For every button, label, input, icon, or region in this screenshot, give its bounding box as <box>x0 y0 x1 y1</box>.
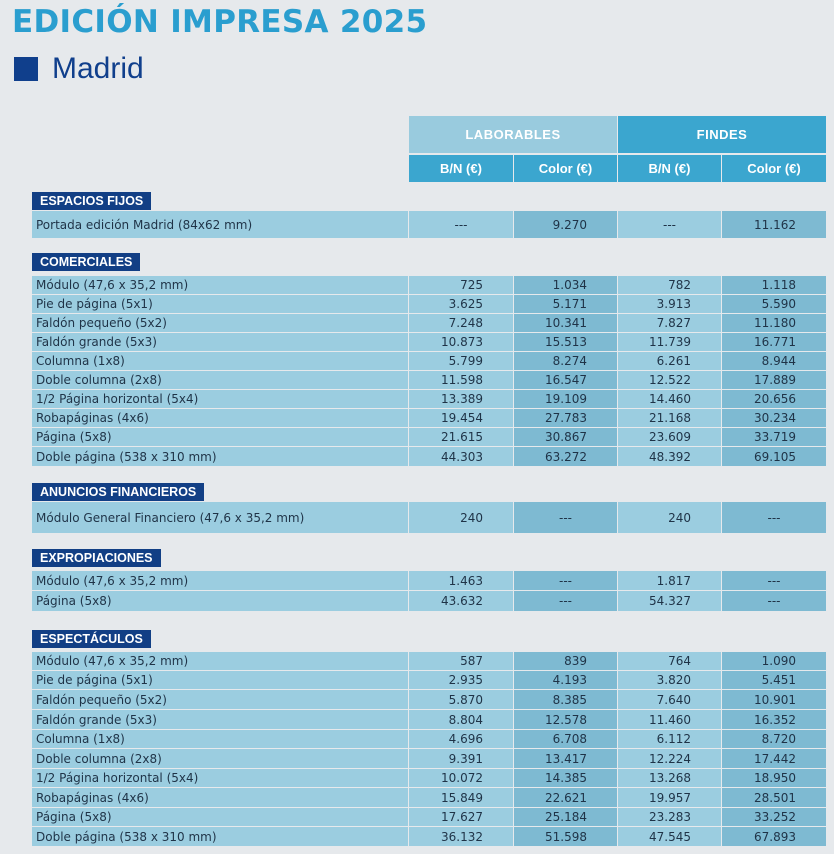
table-row <box>32 333 826 351</box>
cell-laborables-bn: 17.627 <box>409 808 513 826</box>
row-label: Portada edición Madrid (84x62 mm) <box>32 211 408 238</box>
cell-laborables-color: 25.184 <box>514 808 617 826</box>
cell-findes-color: 20.656 <box>722 390 826 408</box>
subheader-laborables-color: Color (€) <box>514 155 617 182</box>
cell-laborables-color: 22.621 <box>514 788 617 807</box>
cell-findes-bn: 7.827 <box>618 314 721 332</box>
cell-findes-bn: 54.327 <box>618 591 721 611</box>
row-label: Columna (1x8) <box>32 352 408 370</box>
row-label: Faldón grande (5x3) <box>32 710 408 729</box>
cell-findes-bn: 3.820 <box>618 671 721 689</box>
row-label: Doble página (538 x 310 mm) <box>32 447 408 466</box>
cell-laborables-color: 12.578 <box>514 710 617 729</box>
table-row <box>32 276 826 294</box>
table-row <box>32 690 826 709</box>
table-row <box>32 749 826 768</box>
cell-laborables-bn: 725 <box>409 276 513 294</box>
subheader-findes-color: Color (€) <box>722 155 826 182</box>
cell-laborables-color: 51.598 <box>514 827 617 846</box>
row-label: Faldón pequeño (5x2) <box>32 314 408 332</box>
cell-laborables-color: 4.193 <box>514 671 617 689</box>
cell-laborables-bn: 15.849 <box>409 788 513 807</box>
cell-laborables-bn: 19.454 <box>409 409 513 427</box>
row-label: Pie de página (5x1) <box>32 671 408 689</box>
row-label: Faldón grande (5x3) <box>32 333 408 351</box>
cell-findes-bn: 19.957 <box>618 788 721 807</box>
cell-findes-bn: 764 <box>618 652 721 670</box>
cell-laborables-bn: 240 <box>409 502 513 533</box>
cell-findes-color: 28.501 <box>722 788 826 807</box>
cell-findes-color: 10.901 <box>722 690 826 709</box>
cell-laborables-bn: 5.799 <box>409 352 513 370</box>
cell-laborables-color: 63.272 <box>514 447 617 466</box>
cell-laborables-bn: 1.463 <box>409 571 513 590</box>
cell-findes-bn: 782 <box>618 276 721 294</box>
cell-laborables-bn: 7.248 <box>409 314 513 332</box>
cell-findes-bn: 240 <box>618 502 721 533</box>
cell-laborables-color: 19.109 <box>514 390 617 408</box>
cell-laborables-color: 8.274 <box>514 352 617 370</box>
cell-laborables-bn: 44.303 <box>409 447 513 466</box>
cell-findes-color: 8.944 <box>722 352 826 370</box>
cell-laborables-color: 9.270 <box>514 211 617 238</box>
section-label-espacios-fijos: ESPACIOS FIJOS <box>32 192 151 210</box>
row-label: 1/2 Página horizontal (5x4) <box>32 390 408 408</box>
cell-laborables-bn: 13.389 <box>409 390 513 408</box>
row-label: Módulo (47,6 x 35,2 mm) <box>32 652 408 670</box>
cell-findes-bn: 7.640 <box>618 690 721 709</box>
section-label-expropiaciones: EXPROPIACIONES <box>32 549 161 567</box>
cell-findes-color: --- <box>722 591 826 611</box>
row-label: Columna (1x8) <box>32 730 408 748</box>
table-row <box>32 769 826 787</box>
cell-laborables-color: 15.513 <box>514 333 617 351</box>
row-label: Pie de página (5x1) <box>32 295 408 313</box>
cell-findes-bn: 14.460 <box>618 390 721 408</box>
cell-laborables-color: 27.783 <box>514 409 617 427</box>
table-row <box>32 390 826 408</box>
page-title: EDICIÓN IMPRESA 2025 <box>12 4 428 40</box>
table-row <box>32 571 826 590</box>
cell-laborables-color: --- <box>514 571 617 590</box>
subheader-findes-bn: B/N (€) <box>618 155 721 182</box>
cell-laborables-color: 1.034 <box>514 276 617 294</box>
cell-findes-bn: 3.913 <box>618 295 721 313</box>
cell-findes-bn: 6.261 <box>618 352 721 370</box>
cell-findes-color: --- <box>722 571 826 590</box>
cell-laborables-bn: 2.935 <box>409 671 513 689</box>
row-label: Página (5x8) <box>32 428 408 446</box>
cell-findes-color: 11.180 <box>722 314 826 332</box>
cell-findes-bn: 47.545 <box>618 827 721 846</box>
cell-findes-color: 17.889 <box>722 371 826 389</box>
row-label: Módulo General Financiero (47,6 x 35,2 mm) <box>32 502 408 533</box>
row-label: Doble columna (2x8) <box>32 371 408 389</box>
cell-findes-color: 5.451 <box>722 671 826 689</box>
cell-laborables-bn: 10.873 <box>409 333 513 351</box>
cell-findes-bn: 11.460 <box>618 710 721 729</box>
cell-laborables-bn: 11.598 <box>409 371 513 389</box>
row-label: Robapáginas (4x6) <box>32 409 408 427</box>
table-row <box>32 428 826 446</box>
cell-findes-color: 33.252 <box>722 808 826 826</box>
cell-laborables-color: 8.385 <box>514 690 617 709</box>
header-laborables: LABORABLES <box>409 116 617 153</box>
cell-findes-bn: --- <box>618 211 721 238</box>
table-row <box>32 827 826 846</box>
cell-laborables-bn: 3.625 <box>409 295 513 313</box>
table-row <box>32 502 826 533</box>
cell-laborables-color: 839 <box>514 652 617 670</box>
table-row <box>32 211 826 238</box>
cell-laborables-bn: 9.391 <box>409 749 513 768</box>
table-row <box>32 671 826 689</box>
cell-laborables-color: 14.385 <box>514 769 617 787</box>
city-heading <box>14 52 144 86</box>
cell-laborables-bn: 5.870 <box>409 690 513 709</box>
cell-laborables-bn: 36.132 <box>409 827 513 846</box>
cell-laborables-bn: --- <box>409 211 513 238</box>
cell-findes-bn: 48.392 <box>618 447 721 466</box>
section-label-anuncios-financieros: ANUNCIOS FINANCIEROS <box>32 483 204 501</box>
table-row <box>32 295 826 313</box>
cell-findes-color: 18.950 <box>722 769 826 787</box>
cell-laborables-bn: 4.696 <box>409 730 513 748</box>
cell-laborables-color: --- <box>514 591 617 611</box>
row-label: Faldón pequeño (5x2) <box>32 690 408 709</box>
table-row <box>32 730 826 748</box>
cell-findes-color: 11.162 <box>722 211 826 238</box>
cell-laborables-bn: 587 <box>409 652 513 670</box>
cell-laborables-color: 6.708 <box>514 730 617 748</box>
cell-findes-color: 33.719 <box>722 428 826 446</box>
cell-findes-bn: 21.168 <box>618 409 721 427</box>
table-row <box>32 652 826 670</box>
cell-findes-color: 30.234 <box>722 409 826 427</box>
cell-laborables-bn: 21.615 <box>409 428 513 446</box>
section-label-espectaculos: ESPECTÁCULOS <box>32 630 151 648</box>
table-row <box>32 314 826 332</box>
row-label: Doble columna (2x8) <box>32 749 408 768</box>
cell-findes-color: 1.118 <box>722 276 826 294</box>
cell-findes-bn: 11.739 <box>618 333 721 351</box>
table-row <box>32 808 826 826</box>
row-label: Página (5x8) <box>32 808 408 826</box>
cell-findes-color: 16.771 <box>722 333 826 351</box>
table-row <box>32 447 826 466</box>
cell-laborables-bn: 8.804 <box>409 710 513 729</box>
table-row <box>32 788 826 807</box>
row-label: 1/2 Página horizontal (5x4) <box>32 769 408 787</box>
cell-laborables-color: 10.341 <box>514 314 617 332</box>
row-label: Robapáginas (4x6) <box>32 788 408 807</box>
cell-findes-color: 8.720 <box>722 730 826 748</box>
cell-findes-bn: 6.112 <box>618 730 721 748</box>
cell-findes-color: --- <box>722 502 826 533</box>
cell-laborables-color: 30.867 <box>514 428 617 446</box>
cell-laborables-color: 16.547 <box>514 371 617 389</box>
table-row <box>32 352 826 370</box>
row-label: Página (5x8) <box>32 591 408 611</box>
cell-findes-color: 1.090 <box>722 652 826 670</box>
cell-findes-color: 69.105 <box>722 447 826 466</box>
cell-findes-bn: 23.283 <box>618 808 721 826</box>
cell-findes-color: 17.442 <box>722 749 826 768</box>
cell-laborables-color: 5.171 <box>514 295 617 313</box>
table-row <box>32 371 826 389</box>
section-label-comerciales: COMERCIALES <box>32 253 140 271</box>
cell-findes-bn: 23.609 <box>618 428 721 446</box>
cell-findes-color: 5.590 <box>722 295 826 313</box>
table-row <box>32 591 826 611</box>
city-name: Madrid <box>52 52 144 85</box>
cell-findes-color: 67.893 <box>722 827 826 846</box>
square-icon <box>14 57 38 81</box>
cell-findes-bn: 12.522 <box>618 371 721 389</box>
row-label: Módulo (47,6 x 35,2 mm) <box>32 276 408 294</box>
cell-findes-bn: 1.817 <box>618 571 721 590</box>
cell-laborables-color: 13.417 <box>514 749 617 768</box>
cell-findes-bn: 12.224 <box>618 749 721 768</box>
table-row <box>32 710 826 729</box>
table-row <box>32 409 826 427</box>
cell-findes-color: 16.352 <box>722 710 826 729</box>
cell-findes-bn: 13.268 <box>618 769 721 787</box>
row-label: Módulo (47,6 x 35,2 mm) <box>32 571 408 590</box>
header-findes: FINDES <box>618 116 826 153</box>
row-label: Doble página (538 x 310 mm) <box>32 827 408 846</box>
subheader-laborables-bn: B/N (€) <box>409 155 513 182</box>
cell-laborables-bn: 10.072 <box>409 769 513 787</box>
cell-laborables-bn: 43.632 <box>409 591 513 611</box>
cell-laborables-color: --- <box>514 502 617 533</box>
